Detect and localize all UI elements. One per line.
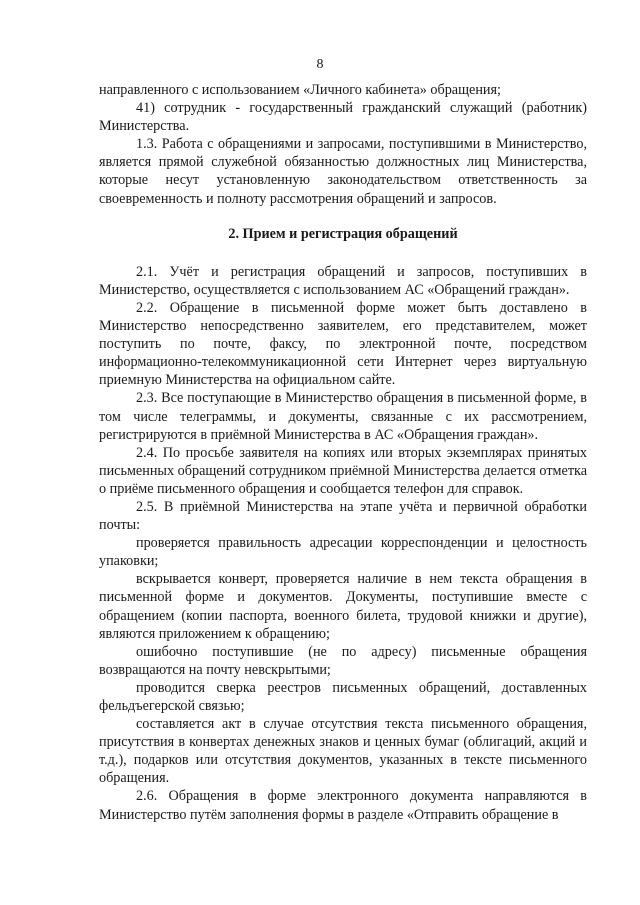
paragraph-2-5: 2.5. В приёмной Министерства на этапе учёта и первичной обработки почты: [99,498,587,534]
paragraph-2-4: 2.4. По просьбе заявителя на копиях или вторых экземплярах принятых письменных обращений сотрудником приёмной Министерства делается отметка о приёме письменного обращения и сообщается телефон для справок. [99,444,587,497]
paragraph-2-5-item: проверяется правильность адресации корреспонденции и целостность упаковки; [99,535,587,570]
paragraph-2-5-item: проводится сверка реестров письменных обращений, доставленных фельдъегерской связью; [99,679,587,714]
paragraph-2-3: 2.3. Все поступающие в Министерство обращения в письменной форме, в том числе телеграммы, и документы, связанные с их рассмотрением, регистрируются в приёмной Министерства в АС «Обращения граждан». [99,390,587,443]
page-number: 8 [316,57,324,72]
paragraph-2-5-item: ошибочно поступившие (не по адресу) письменные обращения возвращаются на почту невскрытыми; [99,643,587,678]
paragraph-2-2: 2.2. Обращение в письменной форме может быть доставлено в Министерство непосредственно заявителем, его представителем, может поступить по почте, факсу, по электронной почте, посредством информационно-телекоммуникационной сети Интернет через виртуальную приемную Министерства на официальном сайте. [99,299,587,389]
paragraph-2-6: 2.6. Обращения в форме электронного документа направляются в Министерство путём заполнения формы в разделе «Отправить обращение в [99,788,587,823]
paragraph-2-1: 2.1. Учёт и регистрация обращений и запросов, поступивших в Министерство, осуществляется с использованием АС «Обращений граждан». [99,263,587,298]
paragraph-continuation: направленного с использованием «Личного кабинета» обращения; [99,82,501,98]
paragraph-41: 41) сотрудник - государственный гражданский служащий (работник) Министерства. [99,100,587,135]
section-title: 2. Прием и регистрация обращений [228,225,458,242]
paragraph-1-3: 1.3. Работа с обращениями и запросами, поступившими в Министерство, является прямой служебной обязанностью должностных лиц Министерства, которые несут установленную законодательством ответственность за своевременность и полноту рассмотрения обращений и запросов. [99,136,587,207]
document-body [99,81,587,824]
paragraph-2-5-item: вскрывается конверт, проверяется наличие в нем текста обращения в письменной форме и документов. Документы, поступившие вместе с обращением (копии паспорта, военного билета, трудовой книжки и другие), являются приложением к обращению; [99,571,587,642]
paragraph-2-5-item: составляется акт в случае отсутствия текста письменного обращения, присутствия в конвертах денежных знаков и ценных бумаг (облигаций, акций и т.д.), подарков или отсутствия документов, указанных в тексте письменного обращения. [99,716,587,787]
